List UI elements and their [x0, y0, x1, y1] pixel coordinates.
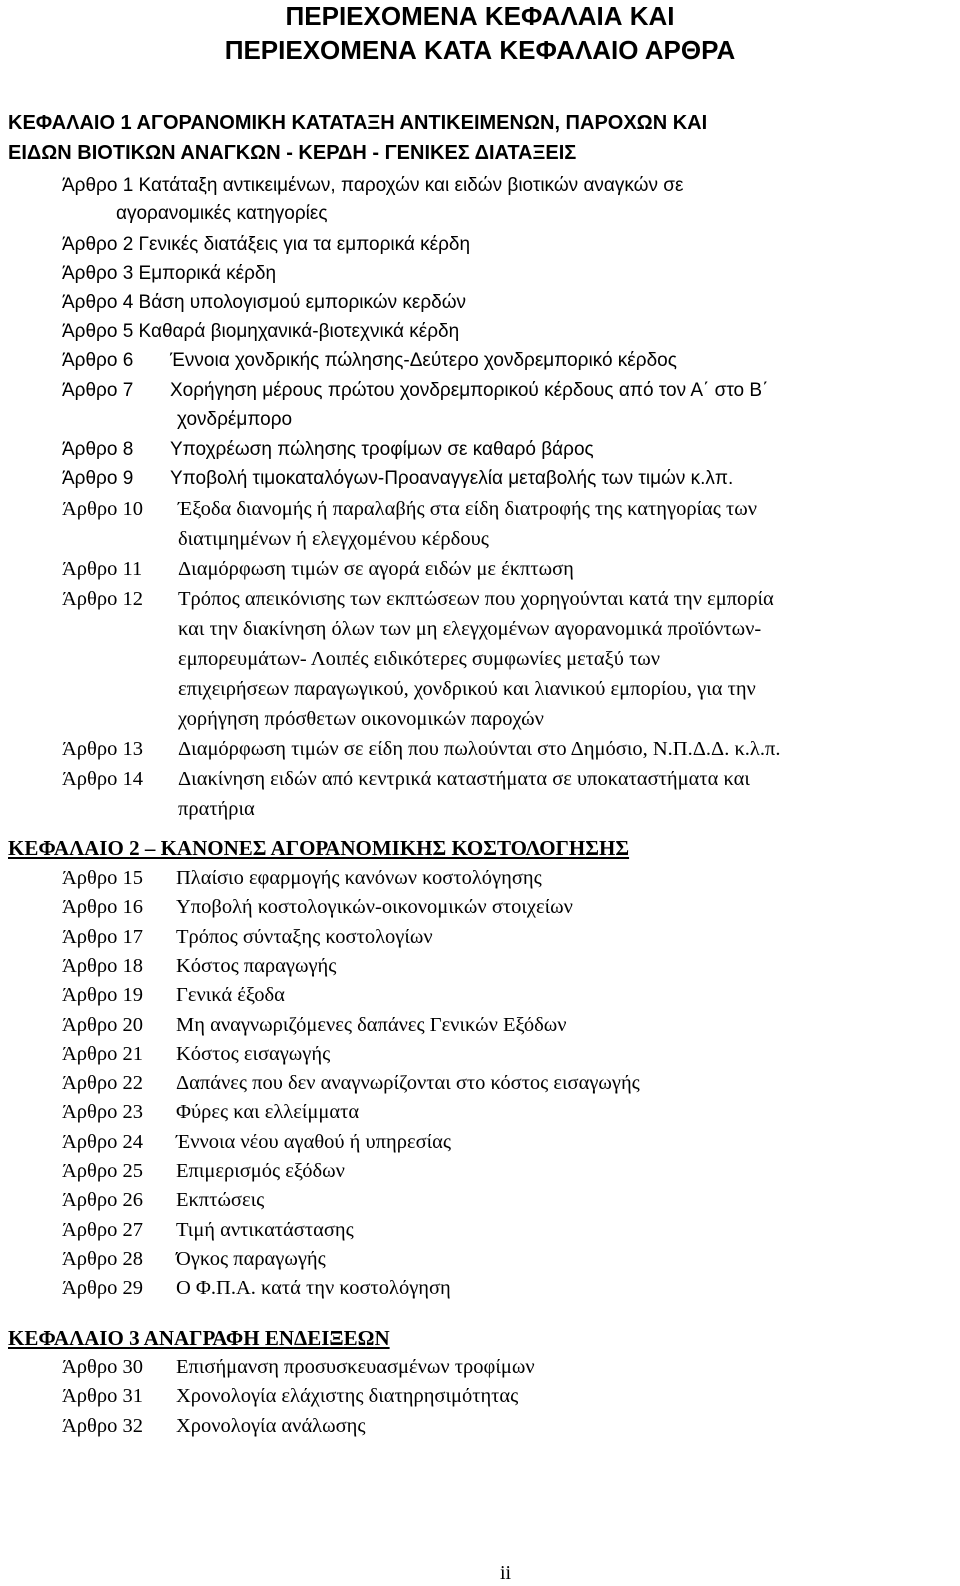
article-number: Άρθρο 11 [62, 558, 143, 580]
article-number: Άρθρο 19 [62, 984, 143, 1007]
article-13 [62, 738, 780, 761]
article-title: Διαμόρφωση τιμών σε είδη που πωλούνται στο Δημόσιο, Ν.Π.Δ.Δ. κ.λ.π. [178, 738, 781, 760]
article-title: Τρόπος σύνταξης κοστολογίων [176, 925, 433, 948]
article-number: Άρθρο 9 [62, 468, 134, 489]
article-title: Έννοια χονδρικής πώλησης-Δεύτερο χονδρεμπορικό κέρδος [170, 350, 677, 371]
article-title: Χρονολογία ελάχιστης διατηρησιμότητας [176, 1385, 519, 1408]
list-item [62, 867, 542, 890]
article-title: Φύρες και ελλείμματα [176, 1101, 360, 1124]
article-title: Έννοια νέου αγαθού ή υπηρεσίας [176, 1130, 452, 1153]
list-item [62, 955, 336, 978]
article-title: Χρονολογία ανάλωσης [176, 1414, 366, 1437]
article-3: Άρθρο 3 Εμπορικά κέρδη [62, 263, 277, 284]
list-item [62, 1189, 264, 1212]
list-item [62, 896, 573, 919]
list-item [62, 926, 433, 949]
list-item [62, 1072, 640, 1095]
article-title: Έξοδα διανομής ή παραλαβής στα είδη διατροφής της κατηγορίας των [178, 498, 758, 520]
list-item [62, 1219, 354, 1242]
list-item [62, 1248, 326, 1271]
article-title: Ο Φ.Π.Α. κατά την κοστολόγηση [176, 1277, 451, 1300]
article-number: Άρθρο 20 [62, 1013, 143, 1036]
article-2: Άρθρο 2 Γενικές διατάξεις για τα εμπορικά κέρδη [62, 234, 471, 255]
chapter-3-heading: ΚΕΦΑΛΑΙΟ 3 ΑΝΑΓΡΑΦΗ ΕΝΔΕΙΞΕΩΝ [8, 1326, 390, 1350]
list-item [62, 1356, 535, 1379]
list-item [62, 1385, 518, 1408]
article-number: Άρθρο 14 [62, 768, 143, 790]
article-title: Κόστος εισαγωγής [176, 1042, 331, 1065]
article-number: Άρθρο 31 [62, 1385, 143, 1408]
list-item [62, 1277, 451, 1300]
article-7 [62, 380, 768, 402]
article-4: Άρθρο 4 Βάση υπολογισμού εμπορικών κερδών [62, 292, 467, 313]
article-8 [62, 439, 594, 461]
article-12-continuation: και την διακίνηση όλων των μη ελεγχομένων αγορανομικά προϊόντων- [178, 618, 762, 640]
article-title: Υποβολή κοστολογικών-οικονομικών στοιχείων [176, 896, 573, 919]
article-5: Άρθρο 5 Καθαρά βιομηχανικά-βιοτεχνικά κέρδη [62, 321, 460, 342]
article-9 [62, 468, 733, 490]
list-item [62, 984, 285, 1007]
article-title: Τρόπος απεικόνισης των εκπτώσεων που χορηγούνται κατά την εμπορία [178, 588, 774, 610]
article-title: Επισήμανση προσυσκευασμένων τροφίμων [176, 1356, 535, 1378]
article-12 [62, 588, 774, 611]
article-number: Άρθρο 10 [62, 498, 143, 520]
page-title-line-1: ΠΕΡΙΕΧΟΜΕΝΑ ΚΕΦΑΛΑΙΑ ΚΑΙ [285, 1, 675, 31]
article-number: Άρθρο 12 [62, 588, 143, 610]
article-number: Άρθρο 17 [62, 925, 143, 948]
article-title: Υποχρέωση πώλησης τροφίμων σε καθαρό βάρος [170, 439, 594, 460]
article-number: Άρθρο 23 [62, 1101, 143, 1124]
list-item [62, 1101, 359, 1124]
article-12-continuation: επιχειρήσεων παραγωγικού, χονδρικού και λιανικού εμπορίου, για την [178, 678, 756, 700]
list-item [62, 1415, 366, 1438]
article-14 [62, 768, 750, 791]
article-number: Άρθρο 32 [62, 1414, 143, 1437]
article-11 [62, 558, 574, 581]
article-12-continuation: χορήγηση πρόσθετων οικονομικών παροχών [178, 708, 544, 730]
article-title: Δαπάνες που δεν αναγνωρίζονται στο κόστος εισαγωγής [176, 1072, 640, 1095]
article-6 [62, 350, 677, 372]
list-item [62, 1043, 330, 1066]
article-title: Μη αναγνωριζόμενες δαπάνες Γενικών Εξόδων [176, 1013, 567, 1036]
article-number: Άρθρο 28 [62, 1247, 143, 1270]
list-item [62, 1014, 567, 1037]
article-number: Άρθρο 15 [62, 867, 143, 889]
article-title: Γενικά έξοδα [176, 984, 285, 1007]
article-number: Άρθρο 30 [62, 1356, 143, 1378]
article-title: Πλαίσιο εφαρμογής κανόνων κοστολόγησης [176, 867, 542, 889]
article-number: Άρθρο 18 [62, 954, 143, 977]
article-10 [62, 498, 757, 521]
article-number: Άρθρο 25 [62, 1160, 143, 1182]
page-number: ii [500, 1562, 512, 1584]
article-title: Εκπτώσεις [176, 1189, 265, 1212]
article-1-line-1: Άρθρο 1 Κατάταξη αντικειμένων, παροχών και ειδών βιοτικών αναγκών σε [62, 175, 684, 196]
article-number: Άρθρο 27 [62, 1218, 143, 1241]
list-item [62, 1131, 451, 1154]
article-number: Άρθρο 29 [62, 1277, 143, 1300]
article-number: Άρθρο 24 [62, 1130, 143, 1153]
article-number: Άρθρο 26 [62, 1189, 143, 1212]
chapter-1-heading-line-1: ΚΕΦΑΛΑΙΟ 1 ΑΓΟΡΑΝΟΜΙΚΗ ΚΑΤΑΤΑΞΗ ΑΝΤΙΚΕΙΜΕΝΩΝ, ΠΑΡΟΧΩΝ ΚΑΙ [8, 112, 708, 134]
article-7-continuation: χονδρέμπορο [177, 409, 293, 430]
article-number: Άρθρο 22 [62, 1072, 143, 1095]
page-title-line-2: ΠΕΡΙΕΧΟΜΕΝΑ ΚΑΤΑ ΚΕΦΑΛΑΙΟ ΑΡΘΡΑ [224, 35, 736, 65]
article-14-continuation: πρατήρια [178, 798, 255, 820]
article-12-continuation: εμπορευμάτων- Λοιπές ειδικότερες συμφωνίες μεταξύ των [178, 648, 661, 670]
article-number: Άρθρο 6 [62, 350, 134, 371]
article-1-line-2: αγορανομικές κατηγορίες [116, 203, 328, 224]
article-number: Άρθρο 13 [62, 738, 143, 760]
article-title: Επιμερισμός εξόδων [176, 1160, 345, 1182]
article-title: Όγκος παραγωγής [176, 1247, 326, 1270]
list-item [62, 1160, 345, 1183]
article-number: Άρθρο 16 [62, 896, 143, 919]
article-title: Υποβολή τιμοκαταλόγων-Προαναγγελία μεταβολής των τιμών κ.λπ. [170, 468, 734, 489]
article-number: Άρθρο 21 [62, 1042, 143, 1065]
chapter-1-heading-line-2: ΕΙΔΩΝ ΒΙΟΤΙΚΩΝ ΑΝΑΓΚΩΝ - ΚΕΡΔΗ - ΓΕΝΙΚΕΣ ΔΙΑΤΑΞΕΙΣ [8, 142, 577, 164]
article-10-continuation: διατιμημένων ή ελεγχομένου κέρδους [178, 528, 489, 550]
article-number: Άρθρο 8 [62, 439, 134, 460]
article-number: Άρθρο 7 [62, 380, 134, 401]
article-title: Τιμή αντικατάστασης [176, 1218, 354, 1241]
article-title: Διακίνηση ειδών από κεντρικά καταστήματα σε υποκαταστήματα και [178, 768, 750, 790]
article-title: Διαμόρφωση τιμών σε αγορά ειδών με έκπτωση [178, 558, 574, 580]
article-title: Κόστος παραγωγής [176, 954, 337, 977]
chapter-2-heading: ΚΕΦΑΛΑΙΟ 2 – ΚΑΝΟΝΕΣ ΑΓΟΡΑΝΟΜΙΚΗΣ ΚΟΣΤΟΛΟΓΗΣΗΣ [8, 836, 630, 860]
article-title: Χορήγηση μέρους πρώτου χονδρεμπορικού κέρδους από τον Α΄ στο Β΄ [170, 380, 769, 401]
